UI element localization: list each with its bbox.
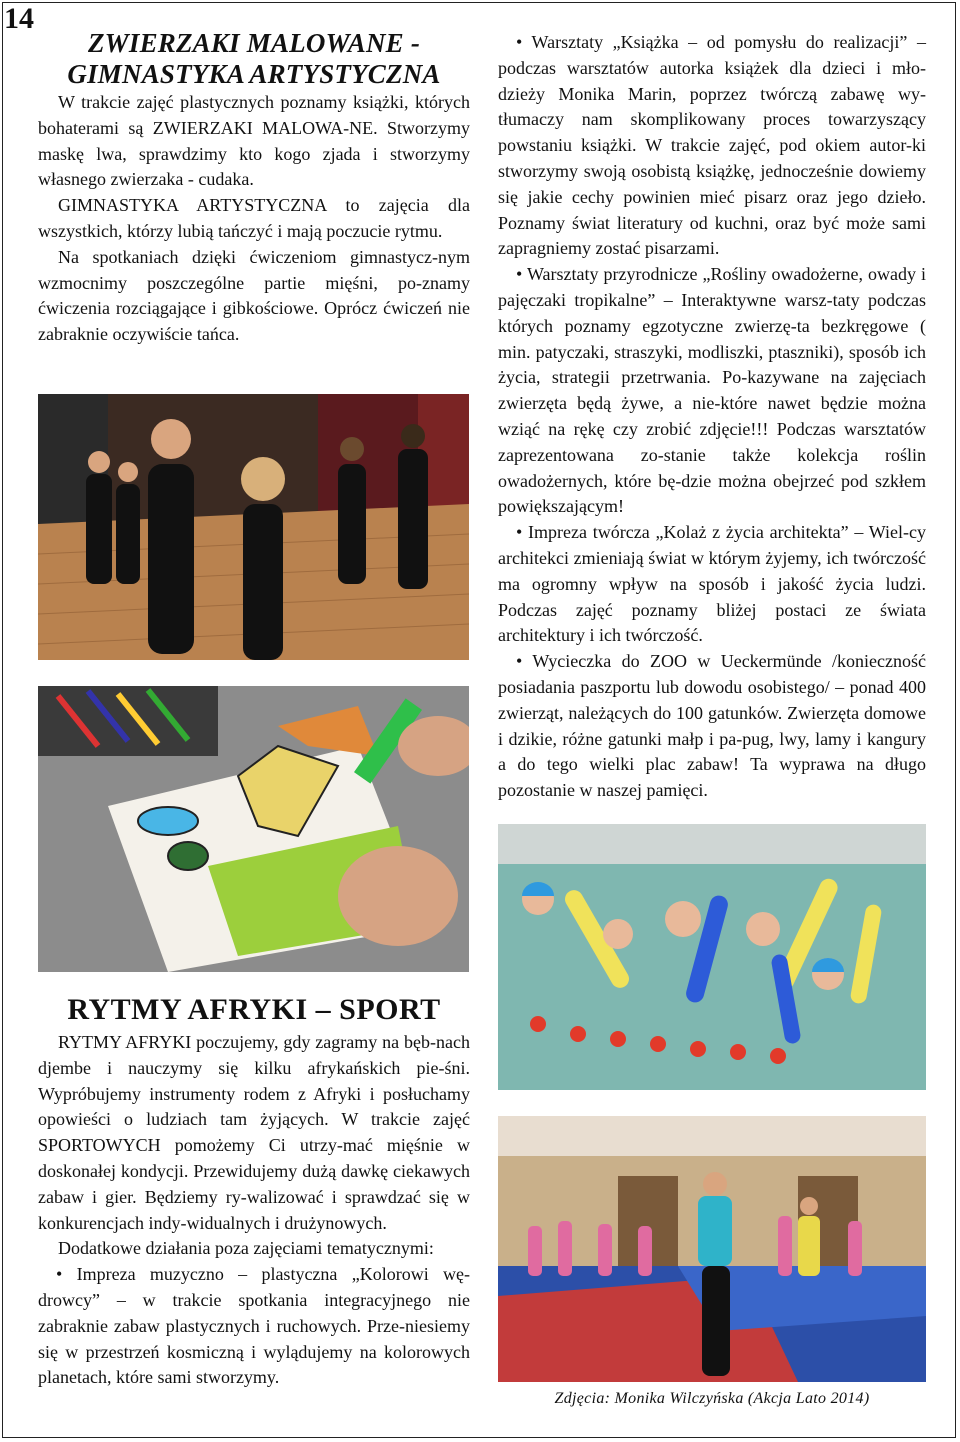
photo-caption: Zdjęcia: Monika Wilczyńska (Akcja Lato 2014) [554, 1390, 870, 1407]
right-column-text [498, 30, 926, 804]
bullet-paragraph: • Impreza twórcza „Kolaż z życia architekta” – Wiel-cy architekci zmieniają świat w którym żyjemy, ich twórczość ma ogromny wpływ na sposób i jakość życia ludzi. Podczas zajęć poznamy bliżej postaci ze świata architektury i ich twórczość. [498, 522, 926, 646]
title-line-2: GIMNASTYKA ARTYSTYCZNA [67, 59, 441, 89]
photo-gym-class [498, 1116, 926, 1382]
paragraph: RYTMY AFRYKI poczujemy, gdy zagramy na bęb-nach djembe i nauczymy się kilku afrykańskich pie-śni. Wypróbujemy instrumenty rodem z Afryki i posłuchamy opowieści o ludziach tam żyjących. W trakcie zajęć SPORTOWYCH pomożemy Ci utrzy-mać mięśnie w doskonałej kondycji. Przewidujemy dużą dawkę ciekawych zabaw i gier. Będziemy ry-walizować i sprawdzać się w konkurencjach indy-widualnych i drużynowych. [38, 1032, 470, 1233]
photo-swimming-pool [498, 824, 926, 1090]
paragraph: W trakcie zajęć plastycznych poznamy książki, których bohaterami są ZWIERZAKI MALOWA-NE. Stworzymy maskę lwa, sprawdzimy kto kogo zjada i stworzymy własnego zwierzaka - cudaka. [38, 92, 470, 190]
title-line-1: ZWIERZAKI MALOWANE - [87, 28, 421, 58]
paragraph: GIMNASTYKA ARTYSTYCZNA to zajęcia dla wszystkich, którzy lubią tańczyć i mają poczucie rytmu. [38, 195, 470, 241]
photo-drawing [38, 686, 469, 972]
section-title: RYTMY AFRYKI – SPORT [67, 993, 441, 1026]
section-rytmy-afryki [38, 992, 470, 1391]
page-number: 14 [4, 2, 34, 35]
bullet-paragraph: • Wycieczka do ZOO w Ueckermünde /konieczność posiadania paszportu lub dowodu osobistego/ – ponad 400 zwierząt, należących do 100 gatunków. Zwierzęta domowe i dzikie, różne gatunki małp i pa-pug, lwy, lamy i kangury a do tego wielki plac zabaw! Ta wyprawa na długo pozostanie w naszej pamięci. [498, 651, 926, 801]
paragraph: Dodatkowe działania poza zajęciami tematycznymi: [58, 1238, 434, 1259]
section-title [38, 28, 470, 90]
photo-dance-class [38, 394, 469, 660]
bullet-paragraph: • Impreza muzyczno – plastyczna „Kolorowi wę-drowcy” – w trakcie spotkania integracyjnego nie zabraknie zabaw plastycznych i ruchowych. Prze-niesiemy się w przestrzeń kosmiczną i wylądujemy na kolorowych planetach, które sami stworzymy. [38, 1264, 470, 1388]
bullet-paragraph: • Warsztaty „Książka – od pomysłu do realizacji” – podczas warsztatów autorka książek dla dzieci i mło-dzieży Monika Marin, poprzez twórczą zabawę wy-tłumaczy nam skomplikowany proces towarzyszący powstaniu książki. W trakcie zajęć, pod okiem autor-ki stworzymy swoją osobistą książkę, jednocześnie dowiemy się jakie cechy powinien mieć pisarz oraz jego dzieło. Poznamy świat literatury od kuchni, oraz być może sami zapragniemy zostać pisarzami. [498, 32, 926, 259]
paragraph: Na spotkaniach dzięki ćwiczeniom gimnastycz-nym wzmocnimy poszczególne partie mięśni, po-znamy ćwiczenia rozciągające i gibkościowe. Oprócz ćwiczeń nie zabraknie oczywiście tańca. [38, 246, 470, 345]
section-zwierzaki [38, 28, 470, 348]
bullet-paragraph: • Warsztaty przyrodnicze „Rośliny owadożerne, owady i pajęczaki tropikalne” – Interaktywne warsz-taty podczas których poznamy egzotyczne zwierzę-ta bezkręgowe ( min. patyczaki, straszyki, modliszki, ptaszniki), sposób ich życia, strategii przetrwania. Po-kazywane na zajęciach zwierzęta będą żywe, a nie-które nawet będzie można wziąć na rękę czy zrobić zdjęcie!!! Podczas warsztatów zaprezentowana zo-stanie także kolekcja roślin owadożernych, które bę-dzie można obejrzeć pod szkłem powiększającym! [498, 264, 926, 517]
